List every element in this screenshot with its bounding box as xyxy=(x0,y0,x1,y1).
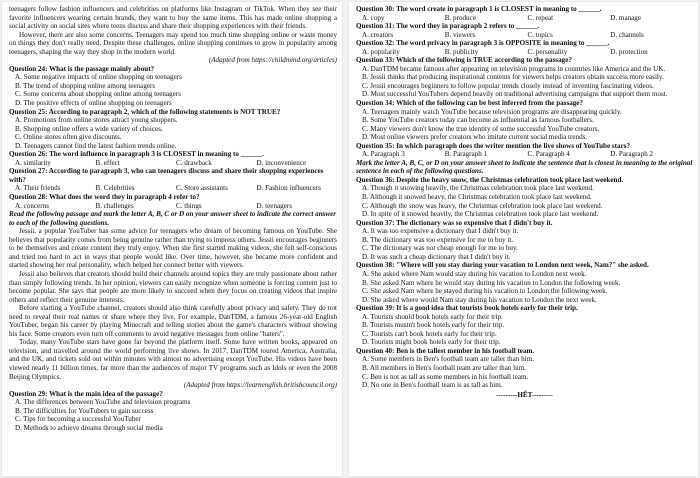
option-b: B. She asked Nam where he would stay during his vacation to London the following week. xyxy=(362,278,621,287)
left-page xyxy=(2,2,342,476)
options-row xyxy=(15,184,337,193)
question-40: Question 40: Ben is the tallest member in his football team. xyxy=(356,346,535,355)
question-24: Question 24: What is the passage mainly about? xyxy=(9,64,155,73)
options-row xyxy=(362,14,693,23)
option-d: D. It was such a cheap dictionary that I didn't buy it. xyxy=(362,252,511,261)
section-instruction: Read the following passage and mark the letter A, B, C or D on your answer sheet to indicate the correct answer to each of the following questions. xyxy=(9,210,337,227)
option-d: D. Fashion influencers xyxy=(256,184,321,193)
option-b: B. All members in Ben's football team are taller than him. xyxy=(362,363,527,372)
option-d: D. Most successful YouTubers depend heavily on traditional advertising campaigns that support them most. xyxy=(362,90,668,99)
options-row xyxy=(362,31,693,40)
option-d: D. channels xyxy=(610,30,644,39)
option-d: D. Paragraph 2 xyxy=(610,150,653,159)
option-b: B. challenges xyxy=(95,201,134,210)
option-a: A. Teenagers mainly watch YouTube because television programs are disappearing quickly. xyxy=(362,107,622,116)
question-33: Question 33: Which of the following is TRUE according to the passage? xyxy=(356,56,572,65)
option-c: C. personality xyxy=(527,47,568,56)
end-marker: ---------HẾT--------- xyxy=(496,390,553,399)
option-c: C. drawback xyxy=(176,158,212,167)
question-31: Question 31: The word they in paragraph 2 refers to ______. xyxy=(356,22,540,31)
option-b: B. publicity xyxy=(444,47,479,56)
option-c: C. Online stores often give discounts. xyxy=(15,133,122,142)
passage-paragraph: Jessii also believes that creators should build their channels around topics they are truly passionate about rather than simply following trends. In her opinion, viewers can easily recognize when someone is forcing content just to become popular. She says that people are more likely to succeed when they focus on creating videos that inspire others and reflect their genuine interests. xyxy=(9,269,337,304)
option-c: C. things xyxy=(176,201,202,210)
option-a: A. Though it snowing heavily, the Christmas celebration took place last weekend. xyxy=(362,184,594,193)
passage-paragraph: Jessii, a popular YouTuber has some advice for teenagers who dream of becoming famous on YouTube. She believes that popularity comes from being genuine rather than trying to impress others. Jessii encourages beginners to be themselves and create content they truly enjoy. When she first started making videos, she felt self-conscious and tried too hard to act in ways that people would like. Over time, however, she became more confident and started showing her real personality, which helped her connect better with viewers. xyxy=(9,227,337,270)
question-25: Question 25: According to paragraph 2, which of the following statements is NOT TRUE? xyxy=(9,107,281,116)
source-citation: (Adapted from https://childmind.org/articles) xyxy=(208,56,337,65)
option-a: A. Paragraph 3 xyxy=(362,150,405,159)
option-b: B. effect xyxy=(95,158,120,167)
option-c: C. She asked Nam where he stayed during his vacation to London the following week. xyxy=(362,287,608,296)
option-d: D. Methods to achieve dreams through social media xyxy=(15,423,163,432)
option-d: D. Most online viewers prefer creators who imitate current social media trends. xyxy=(362,133,588,142)
passage-paragraph: Today, many YouTube stars have gone far beyond the platform itself. Some have written books, appeared on television, and travelled around the world performing live shows. In 2017, DanTDM toured America, Australia, and the UK, and tickets sold out within minutes with almost no advertising except YouTube. His videos have been viewed nearly 11 billion times, far more than the audiences of major TV programs such as Idols or even the 2008 Beijing Olympics. xyxy=(9,338,337,381)
option-b: B. Celebrities xyxy=(95,184,135,193)
option-a: A. DanTDM became famous after appearing on television programs in countries like America and the UK. xyxy=(362,64,666,73)
option-a: A. It was too expensive a dictionary that I didn't buy it. xyxy=(362,227,519,236)
question-39: Question 39: It is a good idea that tourists book hotels early for their trip. xyxy=(356,304,578,313)
option-b: B. Tourists mustn't book hotels early for their trip. xyxy=(362,321,505,330)
option-d: D. She asked where would Nam stay during his vacation to London the next week. xyxy=(362,295,597,304)
option-b: B. produce xyxy=(444,13,476,22)
option-d: D. Teenagers cannot find the latest fashion trends online. xyxy=(15,141,177,150)
option-a: A. Some negative impacts of online shopping on teenagers xyxy=(15,73,182,82)
section-instruction: Mark the letter A, B, C, or D on your answer sheet to indicate the sentence that is closest in meaning to the original sentence in each of the following questions. xyxy=(356,158,693,176)
option-d: D. The positive effects of online shopping on teenagers xyxy=(15,99,172,108)
option-b: B. Shopping online offers a wide variety of choices. xyxy=(15,124,163,133)
question-36: Question 36: Despite the heavy snow, the Christmas celebration took place last weekend. xyxy=(356,175,624,184)
passage-paragraph: teenagers follow fashion influencers and celebrities on platforms like Instagram or TikTok. When they see their favorite influencers wearing certain brands, they want to buy the same items. This has made online shopping a social activity on social sites where teens discuss and share their shopping experiences with their friends. xyxy=(9,5,337,31)
option-d: D. In spite of it snowed heavily, the Christmas celebration took place last weekend. xyxy=(362,210,599,219)
option-c: C. Although the snow was heavy, the Christmas celebration took place last weekend. xyxy=(362,201,603,210)
option-a: A. creators xyxy=(362,30,394,39)
option-a: A. Their friends xyxy=(15,184,61,193)
option-c: C. repeat xyxy=(527,13,554,22)
option-c: C. Some concerns about shopping online among teenagers xyxy=(15,90,181,99)
option-b: B. Jessii thinks that producing inspirational contents for viewers helps creators obtain success more easily. xyxy=(362,73,664,82)
option-c: C. Ben is not as tall as some members in his football team. xyxy=(362,372,529,381)
question-38: Question 38: "Where will you stay during your vacation to London next week, Nam?" she asked. xyxy=(356,261,649,270)
option-d: D. Tourists might book hotels early for their trip. xyxy=(362,338,501,347)
passage-paragraph: Before starting a YouTube channel, creators should also think carefully about privacy and safety. They do not need to reveal their real names or share where they live. For example, DanTDM, a famous 26-year-old English YouTuber, began his career by playing Minecraft and telling stories about the game's characters without showing his face. Some creators even turn off comments to avoid negative messages from online "haters". xyxy=(9,304,337,338)
option-c: C. Tips for becoming a successful YouTuber xyxy=(15,415,141,424)
question-26: Question 26: The word influence in paragraph 3 is CLOSEST in meaning to ______. xyxy=(9,150,264,159)
option-d: D. manage xyxy=(610,13,641,22)
question-30: Question 30: The word create in paragraph 1 is CLOSEST in meaning to ______. xyxy=(356,5,602,13)
options-row xyxy=(15,202,337,211)
option-c: C. topics xyxy=(527,30,553,39)
option-a: A. Some members in Ben's football team are taller than him. xyxy=(362,355,534,364)
question-32: Question 32: The word privacy in paragraph 3 is OPPOSITE in meaning to ______. xyxy=(356,39,610,48)
options-row xyxy=(15,159,337,168)
option-b: B. The trend of shopping online among teenagers xyxy=(15,81,156,90)
option-b: B. Some YouTube creators today can become as influential as famous footballers. xyxy=(362,116,594,125)
option-a: A. copy xyxy=(362,13,385,22)
question-35: Question 35: In which paragraph does the writer mention the live shows of YouTube stars? xyxy=(356,141,631,150)
option-b: B. Paragraph 1 xyxy=(444,150,488,159)
right-page xyxy=(349,2,698,476)
question-28: Question 28: What does the word they in paragraph 4 refer to? xyxy=(9,193,200,202)
question-27: Question 27: According to paragraph 3, who can teenagers discuss and share their shopping experiences with? xyxy=(9,167,324,184)
option-d: D. protection xyxy=(610,47,648,56)
option-d: D. No one in Ben's football team is as tall as him. xyxy=(362,381,503,390)
question-34: Question 34: Which of the following can be best inferred from the passage? xyxy=(356,99,583,108)
option-a: A. similarity xyxy=(15,158,51,167)
option-c: C. Many viewers don't know the true identity of some successful YouTube creators. xyxy=(362,124,600,133)
option-a: A. She asked where Nam would stay during his vacation to London next week. xyxy=(362,269,587,278)
question-29: Question 29: What is the main idea of the passage? xyxy=(9,389,163,398)
source-citation: (Adapted from https://learnenglish.britishcouncil.org) xyxy=(183,381,337,390)
option-c: C. Store assistants xyxy=(176,184,228,193)
option-a: A. concerns xyxy=(15,201,49,210)
question-37: Question 37: The dictionary was so expensive that I didn't buy it. xyxy=(356,218,553,227)
option-c: C. The dictionary was not cheap enough for me to buy. xyxy=(362,244,518,253)
option-a: A. Tourists should book hotels early for their trip. xyxy=(362,312,503,321)
options-row xyxy=(362,48,693,57)
option-b: B. Although it snowed heavy, the Christmas celebration took place last weekend. xyxy=(362,193,592,202)
passage-paragraph: However, there are also some concerns. Teenagers may spend too much time shopping online or waste money on things they don't really need. Despite these challenges, online shopping continues to grow in popularity among teenagers, shaping the way they shop in the modern world. xyxy=(9,30,337,56)
option-a: A. Promotions from online stores attract young shoppers. xyxy=(15,116,178,125)
option-b: B. The difficulties for YouTubers to gain success xyxy=(15,406,154,415)
option-d: D. teenagers xyxy=(256,201,292,210)
option-b: B. viewers xyxy=(444,30,476,39)
options-row xyxy=(362,150,693,159)
option-c: C. Tourists can't book hotels early for their trip. xyxy=(362,329,497,338)
option-c: C. Paragraph 4 xyxy=(527,150,570,159)
option-c: C. Jessii encourages beginners to follow popular trends closely instead of inventing fascinating videos. xyxy=(362,81,654,90)
option-a: A. popularity xyxy=(362,47,400,56)
option-b: B. The dictionary was too expensive for me to buy it. xyxy=(362,235,514,244)
option-a: A. The differences between YouTube and television programs xyxy=(15,398,191,407)
option-d: D. inconvenience xyxy=(256,158,307,167)
